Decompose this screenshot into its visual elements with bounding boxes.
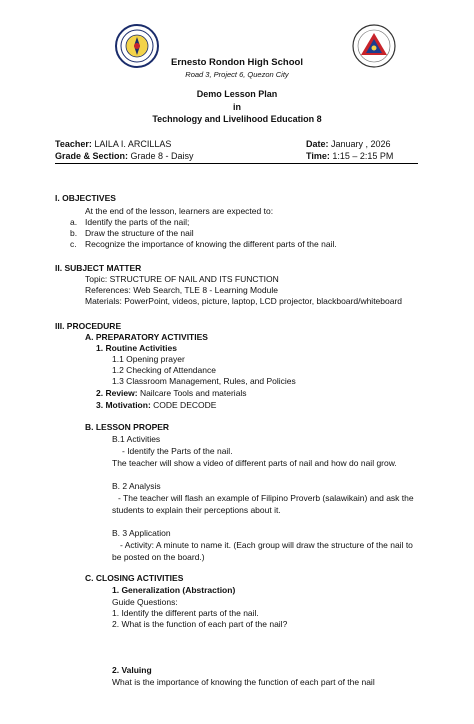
lesson-plan-title: Demo Lesson Plan (196, 89, 278, 99)
routine-activities-heading: 1. Routine Activities (96, 343, 177, 353)
b1-line1: - Identify the Parts of the nail. (122, 446, 233, 456)
objectives-intro: At the end of the lesson, learners are expected to: (85, 206, 274, 216)
guide-question: 2. What is the function of each part of the nail? (112, 619, 288, 629)
date-label: Date: (306, 139, 329, 149)
motivation-text: CODE DECODE (150, 400, 217, 410)
lesson-plan-title-in: in (233, 102, 241, 112)
guide-questions-label: Guide Questions: (112, 597, 178, 607)
teacher-value: LAILA I. ARCILLAS (91, 139, 172, 149)
lesson-proper-heading: B. LESSON PROPER (85, 422, 170, 432)
objective-item: Identify the parts of the nail; (85, 217, 190, 227)
routine-item: 1.2 Checking of Attendance (112, 365, 216, 375)
valuing-text: What is the importance of knowing the function of each part of the nail (112, 677, 375, 687)
school-address: Road 3, Project 6, Quezon City (185, 70, 289, 79)
time-value: 1:15 – 2:15 PM (329, 151, 394, 161)
objective-marker: a. (70, 217, 78, 227)
date-row (306, 139, 391, 149)
preparatory-activities-heading: A. PREPARATORY ACTIVITIES (85, 332, 208, 342)
objective-item: Draw the structure of the nail (85, 228, 194, 238)
review-label: 2. Review: (96, 388, 138, 398)
date-value: January , 2026 (328, 139, 391, 149)
header-divider (55, 163, 418, 164)
guide-question: 1. Identify the different parts of the nail. (112, 608, 259, 618)
review-row (96, 388, 247, 398)
grade-value: Grade 8 - Daisy (128, 151, 194, 161)
b3-line2: be posted on the board.) (112, 552, 205, 562)
objective-marker: c. (70, 239, 77, 249)
lesson-plan-subject: Technology and Livelihood Education 8 (152, 114, 322, 124)
motivation-label: 3. Motivation: (96, 400, 151, 410)
time-row (306, 151, 393, 161)
b1-title: B.1 Activities (112, 434, 161, 444)
subject-materials: Materials: PowerPoint, videos, picture, laptop, LCD projector, blackboard/whiteboard (85, 296, 403, 306)
routine-item: 1.1 Opening prayer (112, 354, 185, 364)
procedure-heading: III. PROCEDURE (55, 321, 122, 331)
subject-topic: Topic: STRUCTURE OF NAIL AND ITS FUNCTION (85, 274, 279, 284)
motivation-row (96, 400, 216, 410)
review-text: Nailcare Tools and materials (137, 388, 247, 398)
objective-item: Recognize the importance of knowing the different parts of the nail. (85, 239, 337, 249)
b2-title: B. 2 Analysis (112, 481, 161, 491)
grade-label: Grade & Section: (55, 151, 129, 161)
teacher-label: Teacher: (55, 139, 92, 149)
b3-line1: - Activity: A minute to name it. (Each group will draw the structure of the nail to (120, 540, 413, 550)
objective-marker: b. (70, 228, 78, 238)
b2-line2: students to explain their perceptions about it. (112, 505, 281, 515)
grade-row (55, 151, 194, 161)
generalization-heading: 1. Generalization (Abstraction) (112, 585, 236, 595)
school-name: Ernesto Rondon High School (171, 57, 303, 68)
subject-matter-heading: II. SUBJECT MATTER (55, 263, 142, 273)
routine-item: 1.3 Classroom Management, Rules, and Policies (112, 376, 296, 386)
valuing-heading: 2. Valuing (112, 665, 152, 675)
time-label: Time: (306, 151, 330, 161)
b2-line1: - The teacher will flash an example of Filipino Proverb (salawikain) and ask the (118, 493, 414, 503)
b3-title: B. 3 Application (112, 528, 171, 538)
b1-line2: The teacher will show a video of different parts of nail and how do nail grow. (112, 458, 397, 468)
objectives-heading: I. OBJECTIVES (55, 193, 116, 203)
closing-activities-heading: C. CLOSING ACTIVITIES (85, 573, 184, 583)
teacher-row (55, 139, 171, 149)
subject-references: References: Web Search, TLE 8 - Learning Module (85, 285, 278, 295)
